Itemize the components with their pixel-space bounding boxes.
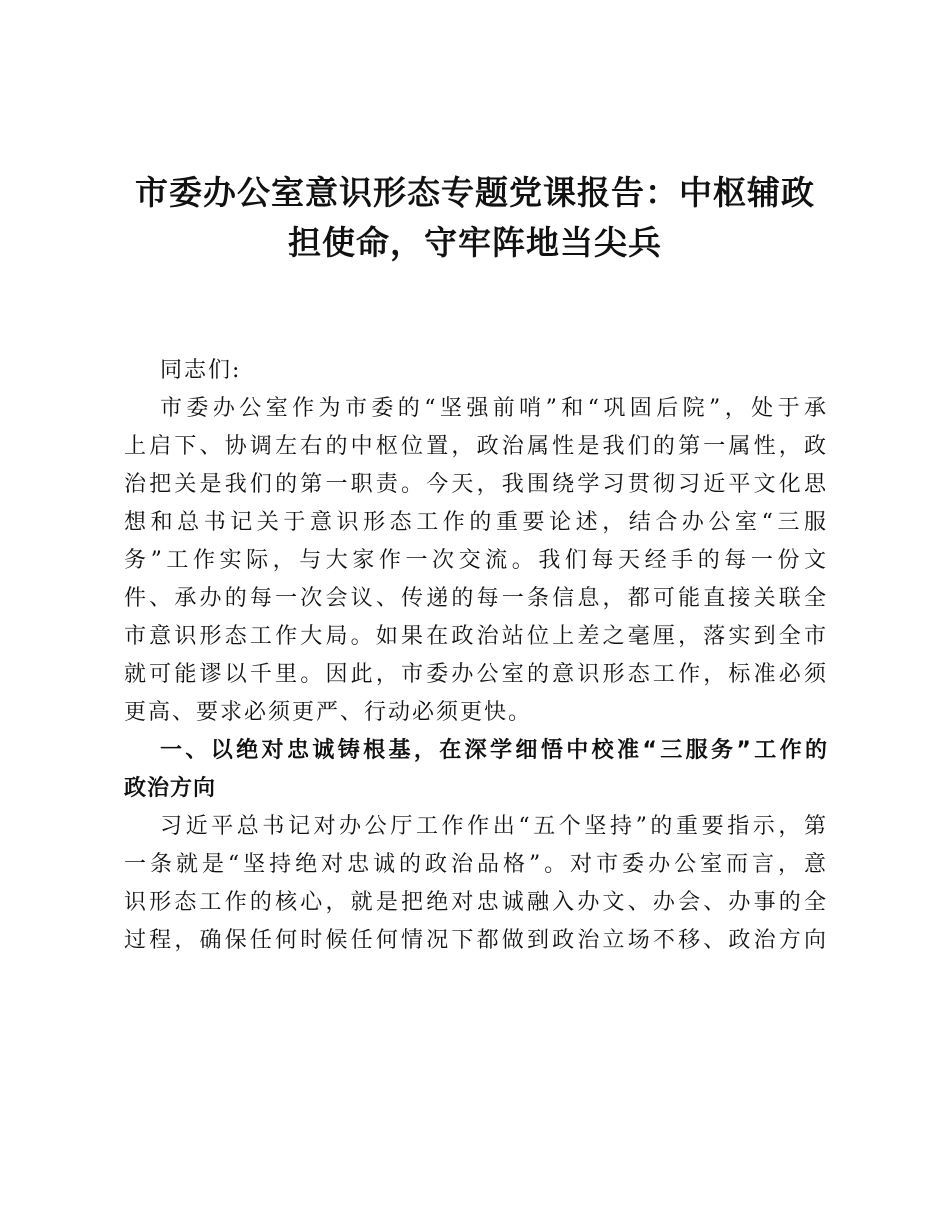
document-title: [120, 168, 830, 268]
paragraph-line: 识形态工作的核心，就是把绝对忠诚融入办文、办会、办事的全: [124, 890, 828, 915]
heading-line: 政治方向: [124, 776, 217, 801]
paragraph-line: 一条就是“坚持绝对忠诚的政治品格”。对市委办公室而言，意: [124, 852, 828, 877]
paragraph-line: 务”工作实际，与大家作一次交流。我们每天经手的每一份文: [124, 548, 828, 573]
salutation: 同志们:: [160, 358, 242, 383]
section-heading-1: [124, 732, 828, 808]
paragraph-section-1: [124, 808, 828, 960]
paragraph-intro: [124, 390, 828, 732]
document-body: [124, 352, 828, 960]
paragraph-line: 想和总书记关于意识形态工作的重要论述，结合办公室“三服: [124, 510, 828, 535]
paragraph-line: 市委办公室作为市委的“坚强前哨”和“巩固后院”，处于承: [160, 396, 828, 421]
paragraph-line: 市意识形态工作大局。如果在政治站位上差之毫厘，落实到全市: [124, 624, 828, 649]
paragraph-line: 习近平总书记对办公厅工作作出“五个坚持”的重要指示，第: [160, 814, 828, 839]
title-line: 担使命，守牢阵地当尖兵: [288, 223, 662, 262]
paragraph-line: 件、承办的每一次会议、传递的每一条信息，都可能直接关联全: [124, 586, 828, 611]
title-line: 市委办公室意识形态专题党课报告：中枢辅政: [135, 173, 815, 212]
heading-line: 一、以绝对忠诚铸根基，在深学细悟中校准“三服务”工作的: [160, 738, 828, 763]
paragraph-line: 上启下、协调左右的中枢位置，政治属性是我们的第一属性，政: [124, 434, 828, 459]
paragraph-line: 治把关是我们的第一职责。今天，我围绕学习贯彻习近平文化思: [124, 472, 828, 497]
paragraph-line: 过程，确保任何时候任何情况下都做到政治立场不移、政治方向: [124, 928, 828, 953]
paragraph-line: 更高、要求必须更严、行动必须更快。: [124, 700, 533, 725]
paragraph-line: 就可能谬以千里。因此，市委办公室的意识形态工作，标准必须: [124, 662, 828, 687]
